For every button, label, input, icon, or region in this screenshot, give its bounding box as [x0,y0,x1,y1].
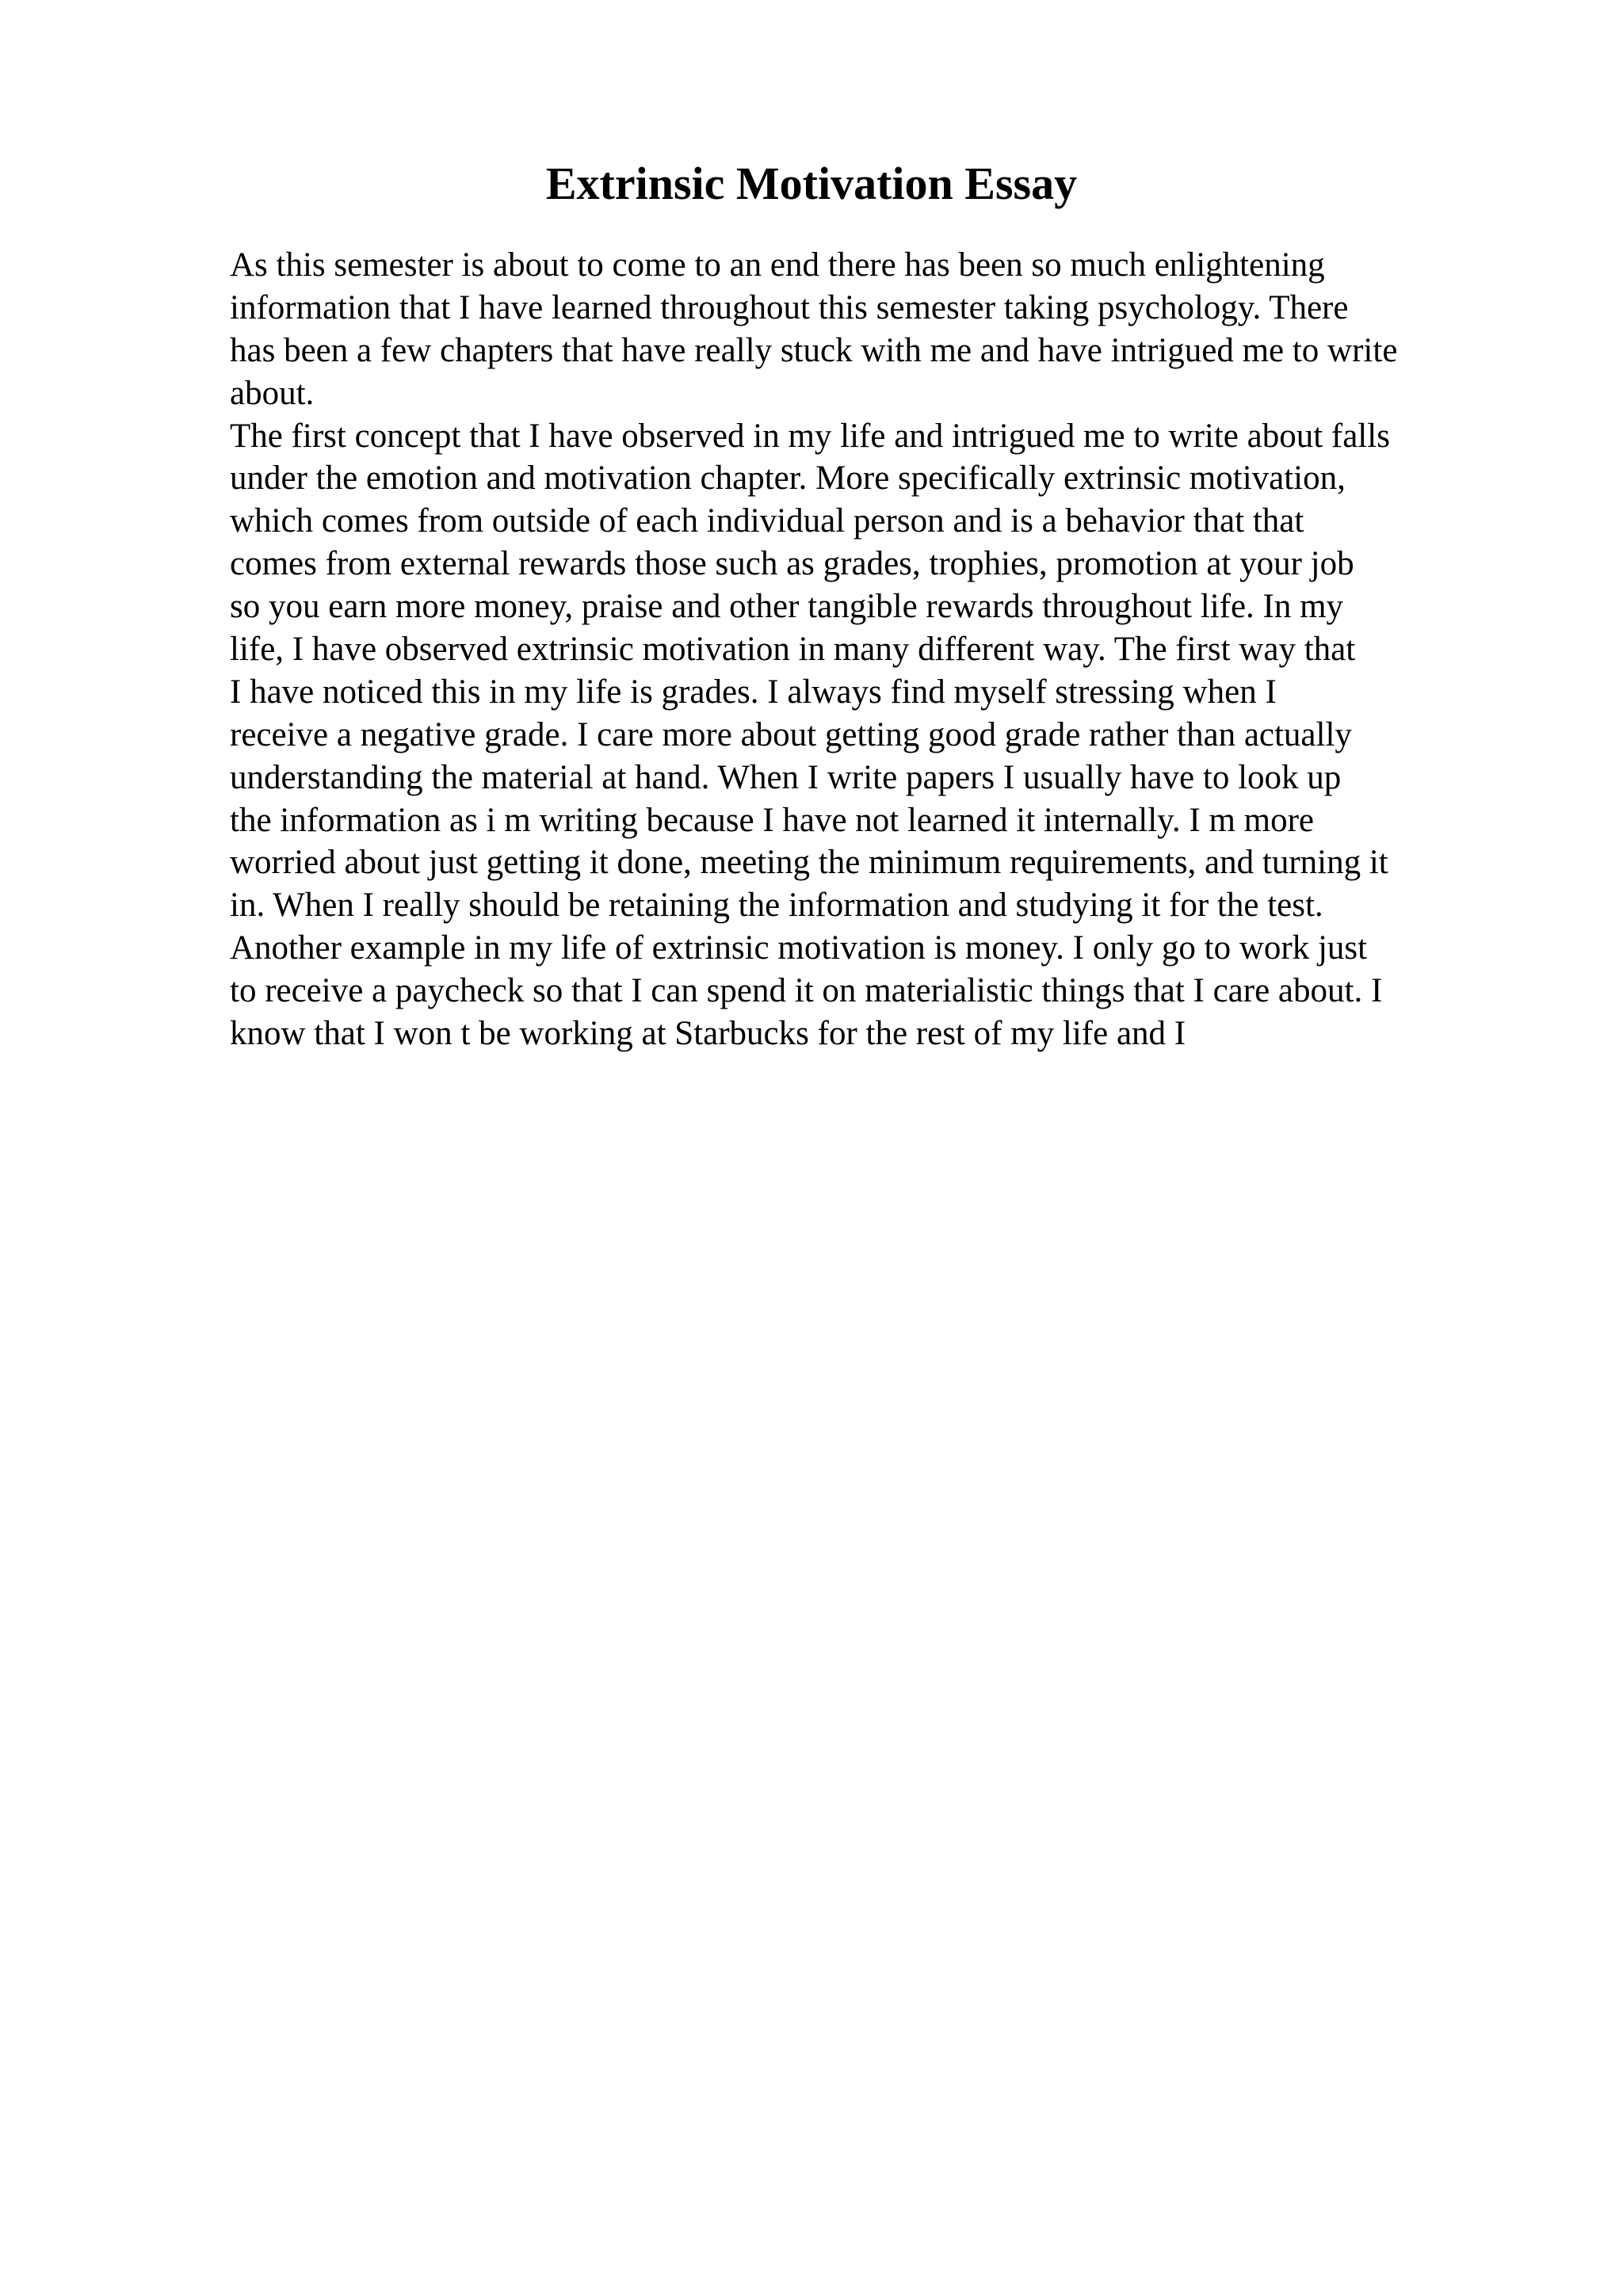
text-line: about. [230,374,315,412]
text-line: so you earn more money, praise and other tangible rewards throughout life. In my [230,588,1344,626]
text-line: As this semester is about to come to an end there has been so much enlightening [230,246,1325,284]
text-line: The first concept that I have observed in my life and intrigued me to write about falls [230,417,1390,455]
page-title: Extrinsic Motivation Essay [545,158,1078,209]
text-line: in. When I really should be retaining the information and studying it for the test. [230,887,1323,925]
text-line: information that I have learned throughout this semester taking psychology. There [230,288,1349,326]
text-line: comes from external rewards those such as grades, trophies, promotion at your job [230,545,1354,583]
text-line: worried about just getting it done, meeting the minimum requirements, and turning it [230,844,1388,882]
text-line: under the emotion and motivation chapter. More specifically extrinsic motivation, [230,460,1346,498]
text-line: receive a negative grade. I care more about getting good grade rather than actually [230,715,1352,753]
text-line: the information as i m writing because I have not learned it internally. I m more [230,801,1315,839]
text-line: understanding the material at hand. When I write papers I usually have to look up [230,758,1342,796]
text-line: Another example in my life of extrinsic motivation is money. I only go to work just [230,929,1368,967]
text-line: has been a few chapters that have really stuck with me and have intrigued me to write [230,331,1398,369]
text-line: which comes from outside of each individual person and is a behavior that that [230,502,1304,540]
essay-body [230,244,1498,1055]
text-line: life, I have observed extrinsic motivation in many different way. The first way that [230,631,1356,669]
text-line: to receive a paycheck so that I can spend it on materialistic things that I care about. I [230,972,1383,1010]
text-line: I have noticed this in my life is grades. I always find myself stressing when I [230,673,1277,711]
text-line: know that I won t be working at Starbucks for the rest of my life and I [230,1015,1186,1053]
